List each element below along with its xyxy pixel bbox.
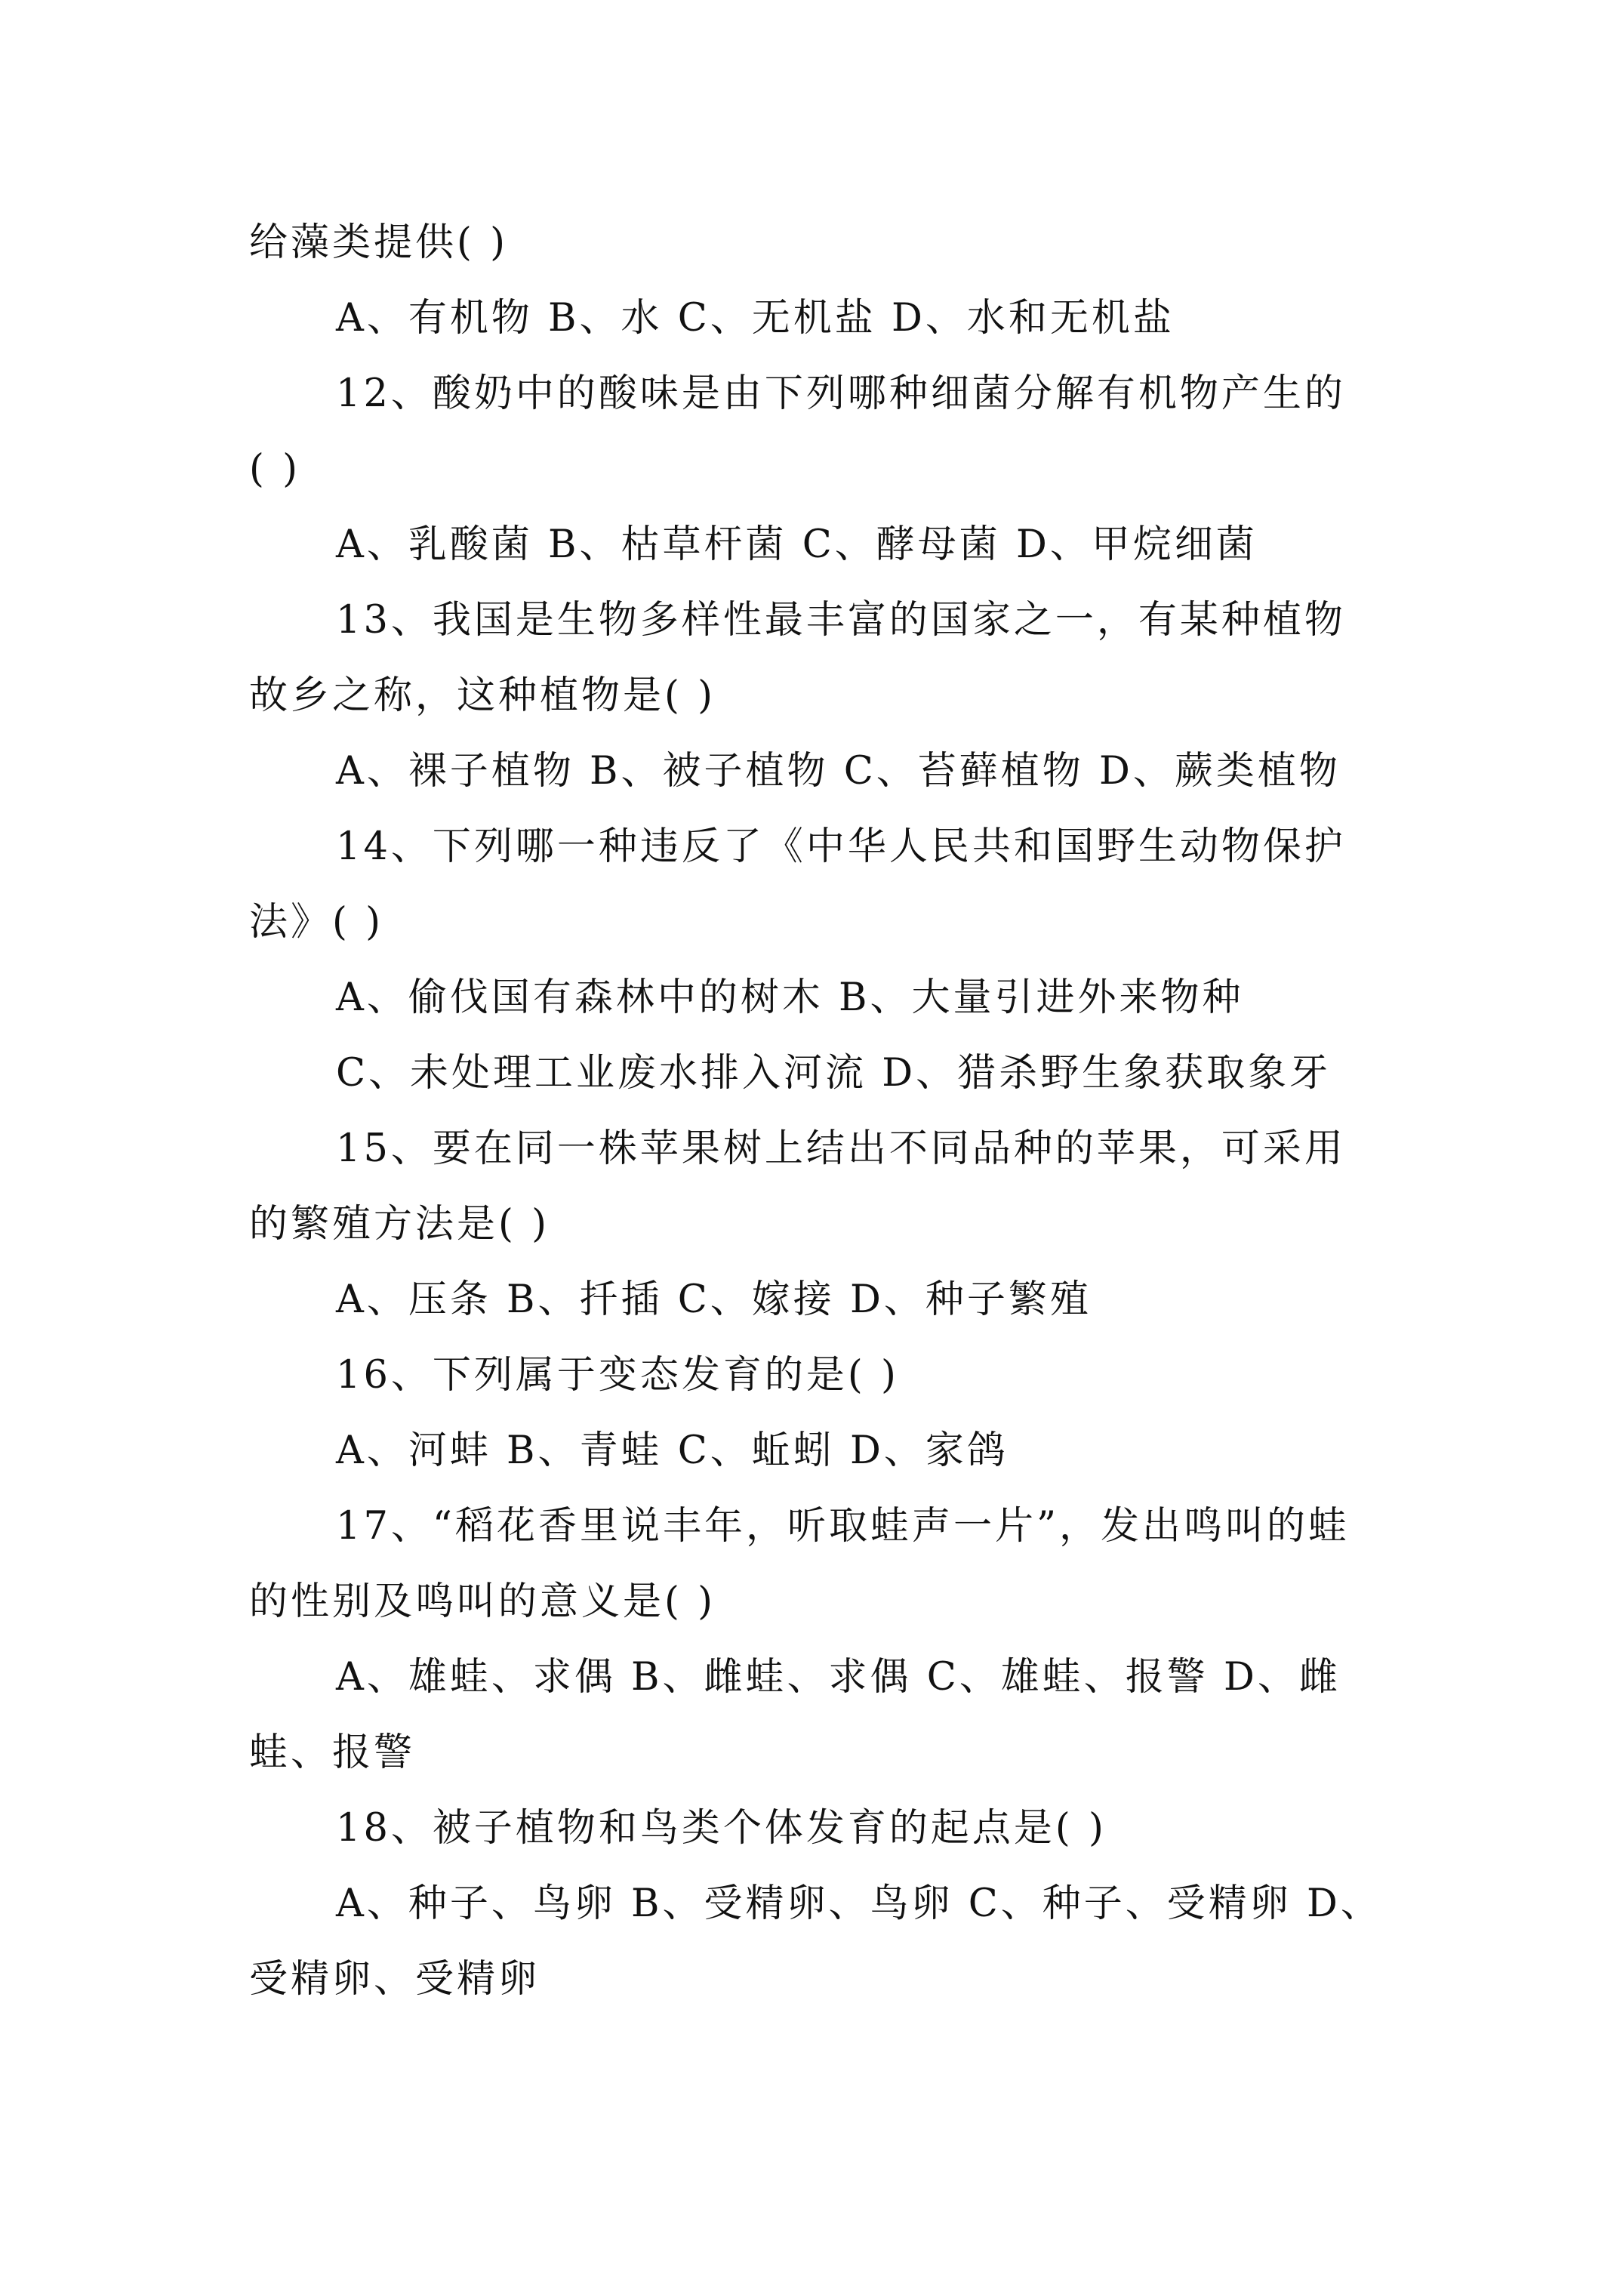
text-line: 法》( ) [249,900,384,945]
text-line: 受精卵、受精卵 [249,1957,540,2002]
text-line: 的性别及鸣叫的意义是( ) [249,1579,716,1624]
text-line: 14、下列哪一种违反了《中华人民共和国野生动物保护 [336,824,1346,869]
text-line: C、未处理工业废水排入河流 D、猎杀野生象获取象牙 [336,1051,1332,1096]
text-line: 的繁殖方法是( ) [249,1202,550,1247]
text-line: A、压条 B、扦插 C、嫁接 D、种子繁殖 [336,1277,1092,1322]
text-line: A、种子、鸟卵 B、受精卵、鸟卵 C、种子、受精卵 D、 [336,1881,1382,1926]
text-line: A、有机物 B、水 C、无机盐 D、水和无机盐 [336,296,1175,341]
text-line: A、乳酸菌 B、枯草杆菌 C、酵母菌 D、甲烷细菌 [336,522,1258,567]
text-line: 12、酸奶中的酸味是由下列哪种细菌分解有机物产生的 [336,371,1346,416]
text-line: 给藻类提供( ) [249,220,509,265]
text-line: A、雄蛙、求偶 B、雌蛙、求偶 C、雄蛙、报警 D、雌 [336,1655,1341,1700]
text-line: 15、要在同一株苹果树上结出不同品种的苹果，可采用 [336,1126,1346,1171]
text-line: A、偷伐国有森林中的树木 B、大量引进外来物种 [336,975,1244,1020]
text-line: 13、我国是生物多样性最丰富的国家之一，有某种植物 [336,598,1346,643]
text-line: 17、“稻花香里说丰年，听取蛙声一片”，发出鸣叫的蛙 [336,1504,1350,1549]
text-line: 16、下列属于变态发育的是( ) [336,1353,899,1398]
text-line: 18、被子植物和鸟类个体发育的起点是( ) [336,1806,1107,1851]
text-line: A、裸子植物 B、被子植物 C、苔藓植物 D、蕨类植物 [336,749,1341,794]
text-line: A、河蚌 B、青蛙 C、蚯蚓 D、家鸽 [336,1428,1009,1473]
text-line: 故乡之称，这种植物是( ) [249,673,716,718]
text-line: 蛙、报警 [249,1730,416,1775]
text-line: ( ) [249,447,301,492]
